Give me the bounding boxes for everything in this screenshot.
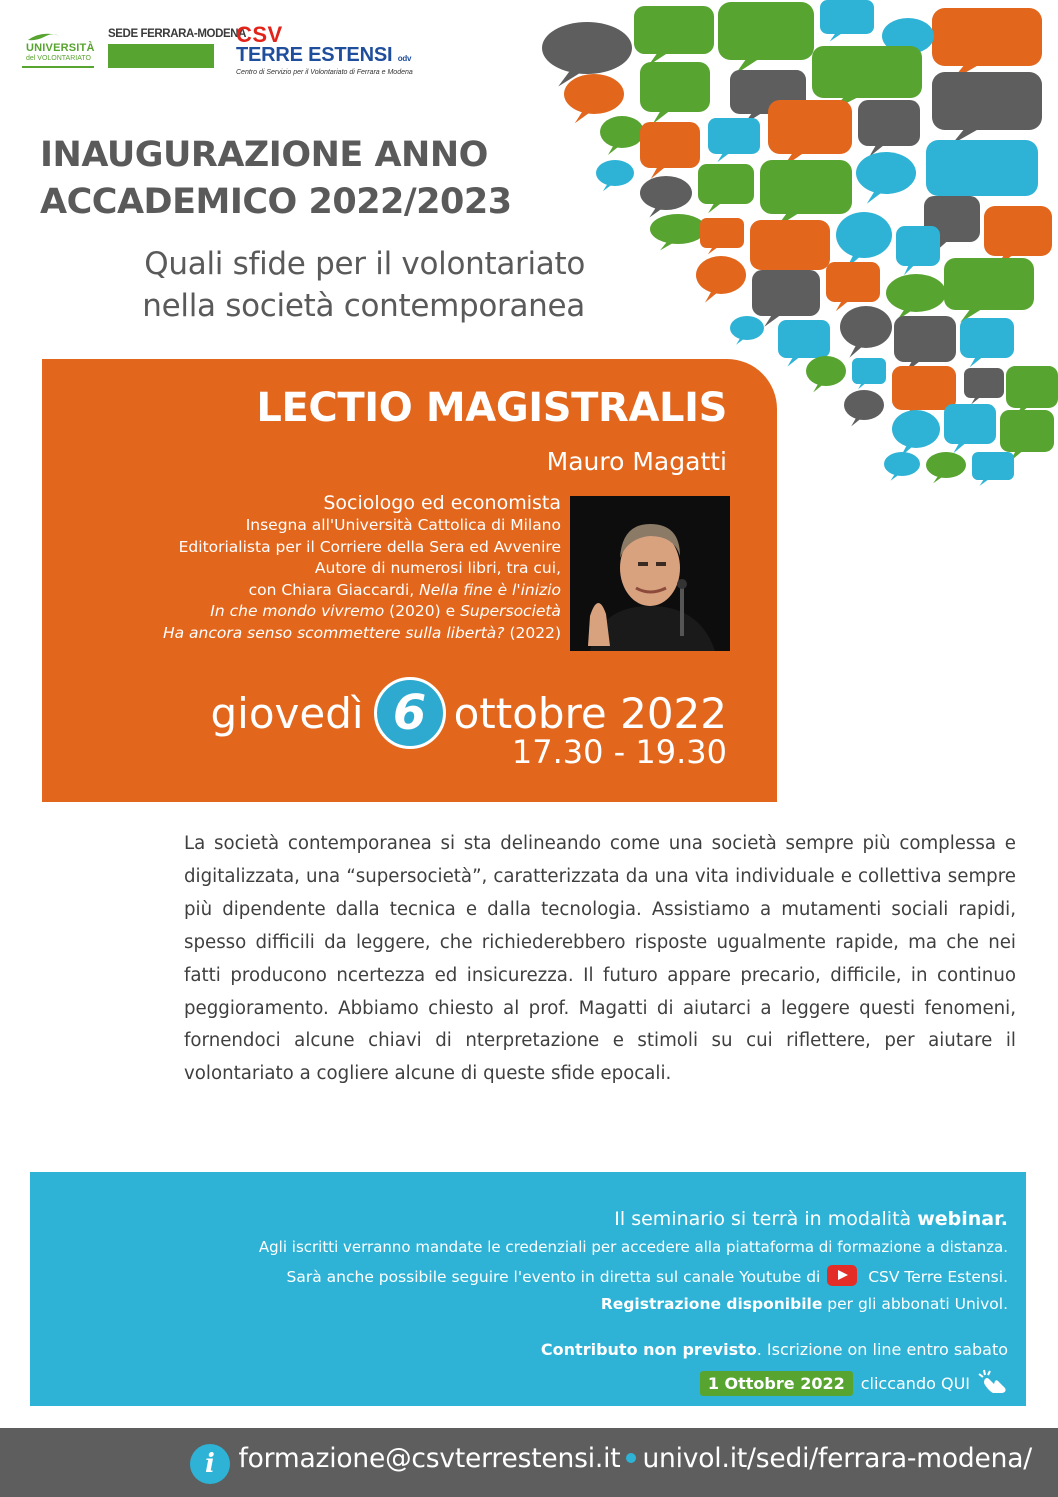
event-day: 6 [374,677,446,749]
speech-bubble [840,306,892,348]
pointing-hand-icon[interactable] [976,1368,1008,1398]
speech-bubble [600,116,644,148]
speech-bubble [932,72,1042,130]
speech-bubble [944,404,996,444]
speech-bubble [844,390,884,420]
speech-bubble [820,0,874,34]
speech-bubble [752,270,820,316]
separator-dot [626,1453,636,1463]
info-icon: i [190,1444,230,1484]
speech-bubble-tail [603,184,613,191]
speech-bubble [542,22,632,74]
info-line-2: Agli iscritti verranno mandate le credenziali per accedere alla piattaforma di formazione a distanza. [258,1238,1008,1256]
speech-bubble [932,8,1042,66]
speech-bubble-tail [890,474,899,481]
title-line-2: ACCADEMICO 2022/2023 [40,182,512,222]
info-line-4: Registrazione disponibile per gli abbonati Univol. [600,1295,1008,1313]
speech-bubble-tail [608,146,619,155]
speech-bubble [926,452,966,478]
speech-bubble-tail [813,384,823,392]
speech-bubble [984,206,1052,256]
event-month-year: ottobre 2022 [453,688,727,738]
youtube-channel-link[interactable]: CSV Terre Estensi. [868,1268,1008,1286]
csv-logo [236,22,436,82]
youtube-icon[interactable] [827,1265,857,1286]
speaker-name: Mauro Magatti [546,447,727,476]
univol-mark [22,28,94,68]
lecture-heading: LECTIO MAGISTRALIS [256,385,727,431]
speech-bubble-tail [649,208,663,218]
speech-bubble-tail [933,476,943,483]
speech-bubble [852,358,886,384]
title-line-1: INAUGURAZIONE ANNO [40,135,488,175]
event-time: 17.30 - 19.30 [511,733,727,771]
speech-bubble [972,452,1014,480]
speech-bubble [858,100,920,146]
info-line-3: Sarà anche possibile seguire l'evento in diretta sul canale Youtube di CSV Terre Estensi. [287,1265,1008,1286]
info-line-6 [700,1368,1008,1398]
speech-bubble [564,74,624,114]
email-link[interactable]: formazione@csvterrestensi.it [238,1443,621,1474]
info-line-1: Il seminario si terrà in modalità webinar. [614,1208,1008,1230]
info-line-5: Contributo non previsto. Iscrizione on line entro sabato [540,1340,1008,1359]
bio-line: Editorialista per il Corriere della Sera ed Avvenire [178,537,561,556]
speech-bubble [806,356,846,386]
speaker-photo [570,496,730,651]
speech-bubble [836,212,892,258]
website-link[interactable]: univol.it/sedi/ferrara-modena/ [642,1443,1032,1474]
speech-bubble [812,46,922,98]
speech-bubble [884,452,920,476]
speech-bubble [886,274,946,312]
speech-bubble [696,256,746,294]
speech-bubble [964,368,1004,398]
speech-bubble [650,214,706,244]
speech-bubble [708,118,760,154]
speech-bubble [596,160,634,186]
speech-bubble [634,6,714,54]
speech-bubble [640,122,700,168]
footer-links [239,1443,1033,1474]
univol-logo-text: UNIVERSITÀ [26,42,95,54]
speech-bubble [892,410,940,448]
speech-bubble [760,160,852,214]
univol-logo-sub: del VOLONTARIATO [26,55,91,62]
bio-line: Autore di numerosi libri, tra cui, [314,559,561,577]
bio-line: In che mondo vivremo (2020) e Supersocietà [210,602,561,620]
event-title [40,132,600,226]
csv-tagline: Centro di Servizio per il Volontariato di Ferrara e Modena [236,69,413,76]
speech-bubble-tail [660,242,675,250]
csv-name: TERRE ESTENSI odv [236,44,412,66]
bio-line: Insegna all'Università Cattolica di Milano [245,516,561,534]
event-weekday: giovedì [210,688,364,738]
event-description: La società contemporanea si sta delineando come una società sempre più complessa e digitalizzata, una “supersocietà”, caratterizzata da una vita individuale e collettiva sempre più dipendente dalla tecnica e dalla tecnologia. Assistiamo a mutamenti sociali rapidi, spesso difficili da leggere, che richiederebbero risposte ugualmente rapide, ma che nei fatti producono ncertezza ed insicurezza. Il futuro appare precario, difficile, in continuo peggioramento. Abbiamo chiesto al prof. Magatti di aiutarci a leggere questi fenomeni, fornendoci alcune chiavi di nterpretazione e stimoli su cui riflettere, per aiutare il volontariato a cogliere alcune di queste sfide epocali. [184,833,1016,1085]
speech-bubble-tail [575,112,591,123]
lecture-panel [42,359,777,802]
register-link[interactable]: cliccando QUI [860,1373,970,1393]
speaker-bio [41,491,561,644]
subtitle-line-2: nella società contemporanea [142,288,585,324]
speech-bubble [856,152,916,194]
speech-bubble [698,164,754,204]
event-subtitle [40,243,585,327]
speech-bubble [926,140,1038,196]
webinar-info-box [30,1172,1026,1406]
sede-label: SEDE FERRARA-MODENA [108,28,247,40]
subtitle-line-1: Quali sfide per il volontariato [144,246,585,282]
bio-line: Ha ancora senso scommettere sulla libertà? (2022) [162,623,561,642]
speech-bubble [640,62,710,112]
green-bar [108,44,214,68]
speech-bubble [700,218,744,248]
speech-bubble [944,258,1034,310]
speech-bubble [640,176,692,210]
csv-suffix: odv [397,54,412,63]
bio-line: con Chiara Giaccardi, Nella fine è l'inizio [248,580,561,599]
speech-bubble-tail [867,192,883,204]
speech-bubble-tail [851,418,861,426]
speech-bubble-tail [849,346,863,358]
deadline-badge: 1 Ottobre 2022 [700,1371,853,1396]
speaker-role: Sociologo ed economista [323,492,561,514]
speech-bubble [896,226,940,266]
footer-bar [0,1428,1058,1497]
speech-bubble [718,2,814,60]
speech-bubble [750,220,830,270]
speech-bubble [778,320,830,358]
speech-bubble-tail [653,110,671,124]
speech-bubble [894,316,956,362]
speech-bubble [730,316,764,340]
speech-bubble-tail [705,292,718,303]
speech-bubble [1000,410,1054,452]
speech-bubble [826,262,880,302]
speech-bubble [960,318,1014,358]
univol-logo [22,28,247,68]
speech-bubble [892,366,956,410]
speech-bubble [768,100,852,154]
speech-bubble [1006,366,1058,408]
csv-label: CSV [236,22,283,47]
